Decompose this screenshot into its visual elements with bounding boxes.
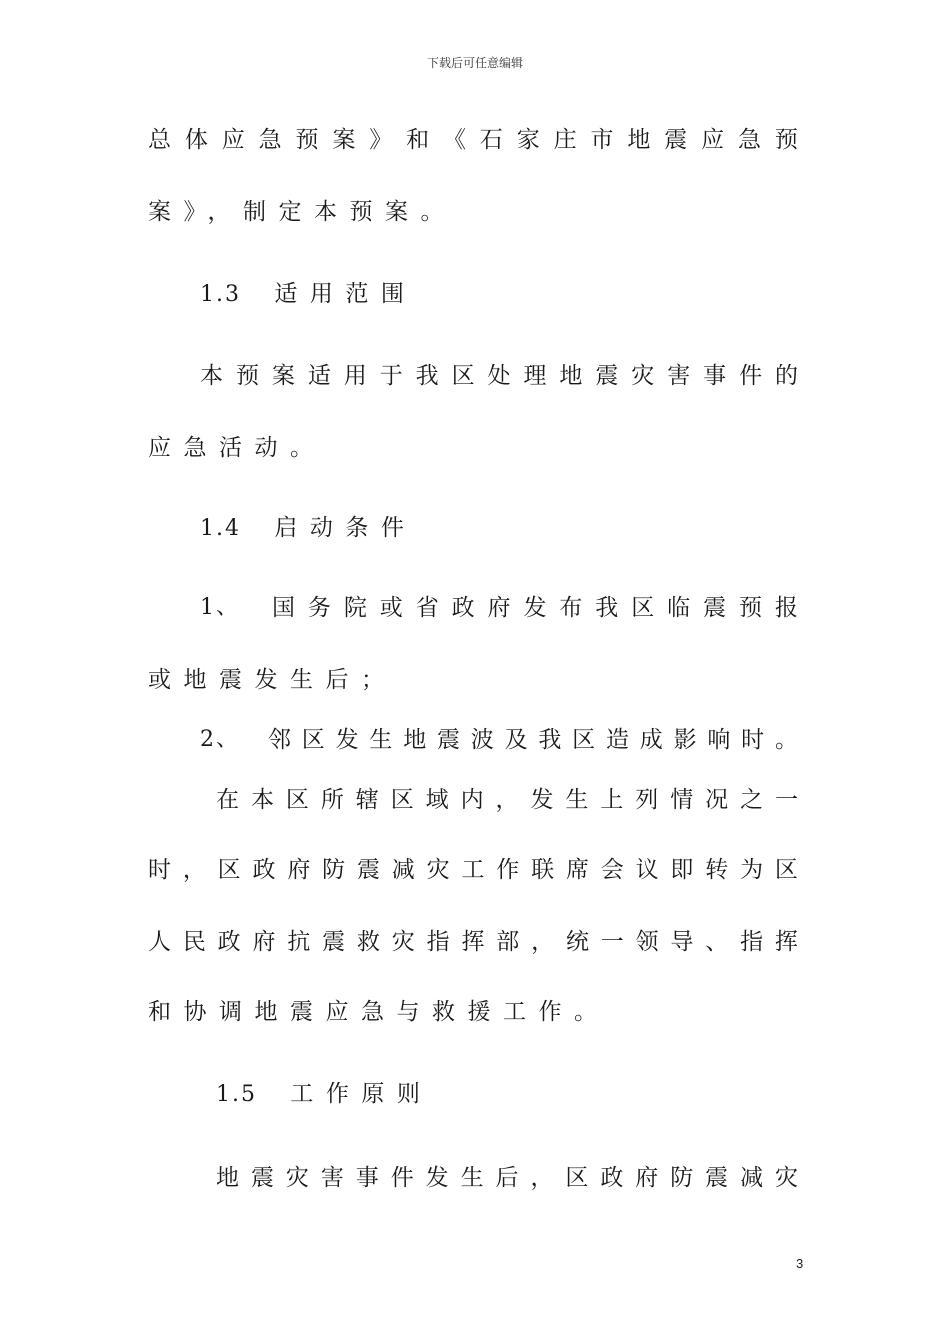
paragraph-line (216, 1158, 798, 1198)
glyph: 震 (703, 595, 727, 621)
glyph: 生 (565, 787, 589, 813)
glyph: 我 (538, 727, 562, 753)
glyph: ， (495, 787, 519, 813)
glyph: 或 (379, 595, 403, 621)
glyph: 震 (356, 857, 380, 883)
glyph: 上 (600, 787, 624, 813)
glyph: 生 (460, 1165, 484, 1191)
glyph: 震 (250, 1165, 274, 1191)
glyph: 国 (272, 595, 295, 621)
glyph: 。 (774, 727, 798, 753)
glyph: 挥 (461, 929, 485, 955)
paragraph-line (148, 120, 798, 160)
page-header: 下载后可任意编辑 (426, 56, 523, 70)
glyph: 预 (295, 127, 319, 153)
glyph: 况 (705, 787, 729, 813)
glyph: 区 (572, 727, 596, 753)
glyph: 总 (148, 127, 171, 153)
glyph: 时 (741, 727, 765, 753)
glyph: 政 (451, 595, 475, 621)
glyph: 临 (667, 595, 691, 621)
section-heading-1-5 (216, 1074, 616, 1114)
glyph: 区 (631, 595, 655, 621)
section-number: 1.4 (200, 516, 241, 541)
paragraph-line: 应急活动。 (148, 435, 326, 461)
glyph: 防 (322, 857, 346, 883)
glyph: 部 (496, 929, 520, 955)
glyph: 府 (287, 857, 311, 883)
glyph: 本 (250, 787, 274, 813)
glyph: 应 (221, 127, 245, 153)
glyph: 救 (356, 929, 380, 955)
glyph: 在 (216, 787, 239, 813)
glyph: 预 (774, 127, 798, 153)
glyph: 件 (739, 363, 763, 389)
glyph: 震 (705, 1165, 729, 1191)
glyph: 指 (740, 929, 764, 955)
glyph: 院 (343, 595, 367, 621)
glyph: 区 (301, 727, 325, 753)
glyph: 震 (664, 127, 688, 153)
glyph: 辖 (355, 787, 379, 813)
section-title: 适用范围 (274, 281, 417, 307)
glyph: 抗 (287, 929, 311, 955)
glyph: 后 (495, 1165, 519, 1191)
glyph: 灾 (285, 1165, 309, 1191)
glyph: 波 (470, 727, 494, 753)
glyph: 本 (200, 363, 223, 389)
glyph: 区 (565, 1165, 589, 1191)
glyph: 地 (403, 727, 427, 753)
glyph: 一 (600, 929, 624, 955)
glyph: 之 (740, 787, 764, 813)
section-title: 启动条件 (274, 515, 417, 541)
glyph: 生 (369, 727, 393, 753)
glyph: 急 (738, 127, 761, 153)
glyph: 情 (670, 787, 694, 813)
glyph: 挥 (774, 929, 798, 955)
glyph: 统 (565, 929, 589, 955)
list-item-2 (200, 720, 798, 760)
glyph: 件 (390, 1165, 414, 1191)
glyph: 为 (740, 857, 764, 883)
glyph: 所 (320, 787, 344, 813)
glyph: 转 (705, 857, 729, 883)
list-number: 2、 (200, 727, 240, 752)
glyph: 政 (600, 1165, 624, 1191)
glyph: 区 (390, 787, 414, 813)
list-number: 1、 (200, 595, 240, 620)
paragraph-line: 和协调地震应急与救援工作。 (148, 999, 610, 1025)
glyph: 》 (369, 127, 393, 153)
glyph: 、 (705, 929, 729, 955)
list-text (268, 720, 798, 760)
glyph: 指 (426, 929, 450, 955)
paragraph-line (148, 850, 798, 890)
page-number: 3 (796, 1256, 804, 1271)
glyph: 市 (590, 127, 614, 153)
glyph: 理 (523, 363, 547, 389)
paragraph-line (148, 922, 798, 962)
glyph: 作 (496, 857, 520, 883)
list-text (272, 588, 798, 628)
paragraph-line (200, 356, 798, 396)
glyph: 事 (355, 1165, 379, 1191)
glyph: 害 (320, 1165, 344, 1191)
glyph: 预 (235, 363, 259, 389)
glyph: 适 (307, 363, 331, 389)
glyph: 庄 (553, 127, 577, 153)
glyph: 会 (600, 857, 624, 883)
glyph: 减 (740, 1165, 764, 1191)
glyph: 地 (216, 1165, 239, 1191)
glyph: 和 (406, 127, 430, 153)
glyph: 领 (635, 929, 659, 955)
glyph: 省 (415, 595, 439, 621)
glyph: 害 (667, 363, 691, 389)
glyph: 区 (774, 857, 798, 883)
glyph: 处 (487, 363, 511, 389)
glyph: 地 (559, 363, 583, 389)
glyph: 时 (148, 857, 171, 883)
glyph: 案 (271, 363, 295, 389)
glyph: 发 (530, 787, 554, 813)
glyph: 减 (391, 857, 415, 883)
glyph: 府 (252, 929, 276, 955)
glyph: 政 (217, 929, 241, 955)
glyph: 内 (460, 787, 484, 813)
section-number: 1.3 (200, 282, 241, 307)
glyph: 议 (635, 857, 659, 883)
glyph: 于 (379, 363, 403, 389)
glyph: 事 (703, 363, 727, 389)
glyph: 即 (670, 857, 694, 883)
section-title: 工作原则 (290, 1081, 433, 1107)
glyph: 列 (635, 787, 659, 813)
glyph: 发 (425, 1165, 449, 1191)
glyph: 石 (479, 127, 503, 153)
glyph: 家 (516, 127, 540, 153)
glyph: 《 (443, 127, 466, 153)
glyph: 造 (605, 727, 629, 753)
glyph: 区 (285, 787, 309, 813)
list-item-1 (200, 588, 798, 628)
glyph: 联 (531, 857, 555, 883)
section-number: 1.5 (216, 1082, 257, 1107)
glyph: 急 (258, 127, 282, 153)
glyph: 我 (415, 363, 439, 389)
glyph: 席 (565, 857, 589, 883)
glyph: 案 (332, 127, 356, 153)
glyph: 灾 (426, 857, 450, 883)
glyph: 区 (217, 857, 241, 883)
section-heading-1-4 (200, 508, 600, 548)
glyph: 我 (595, 595, 619, 621)
glyph: 体 (184, 127, 208, 153)
glyph: 发 (335, 727, 359, 753)
glyph: 府 (487, 595, 511, 621)
glyph: 及 (504, 727, 528, 753)
glyph: 震 (595, 363, 619, 389)
glyph: 务 (307, 595, 331, 621)
glyph: 地 (627, 127, 651, 153)
glyph: ， (531, 929, 555, 955)
glyph: 震 (436, 727, 460, 753)
paragraph-line: 案》，制定本预案。 (148, 199, 456, 225)
paragraph-line (216, 780, 798, 820)
glyph: 民 (182, 929, 206, 955)
glyph: 预 (738, 595, 762, 621)
glyph: 一 (775, 787, 798, 813)
glyph: 成 (639, 727, 663, 753)
glyph: ， (182, 857, 206, 883)
glyph: ， (530, 1165, 554, 1191)
section-heading-1-3 (200, 274, 600, 314)
glyph: 布 (559, 595, 583, 621)
glyph: 政 (252, 857, 276, 883)
paragraph-line: 或地震发生后； (148, 667, 397, 693)
glyph: 震 (322, 929, 346, 955)
glyph: 工 (461, 857, 485, 883)
glyph: 灾 (631, 363, 655, 389)
glyph: 区 (451, 363, 475, 389)
glyph: 防 (670, 1165, 694, 1191)
glyph: 影 (673, 727, 697, 753)
glyph: 府 (635, 1165, 659, 1191)
glyph: 灾 (391, 929, 415, 955)
glyph: 邻 (268, 727, 291, 753)
glyph: 域 (425, 787, 449, 813)
glyph: 报 (774, 595, 798, 621)
glyph: 灾 (775, 1165, 798, 1191)
glyph: 发 (523, 595, 547, 621)
glyph: 导 (670, 929, 694, 955)
glyph: 人 (148, 929, 171, 955)
glyph: 应 (701, 127, 725, 153)
glyph: 的 (775, 363, 798, 389)
glyph: 响 (707, 727, 731, 753)
glyph: 用 (343, 363, 367, 389)
